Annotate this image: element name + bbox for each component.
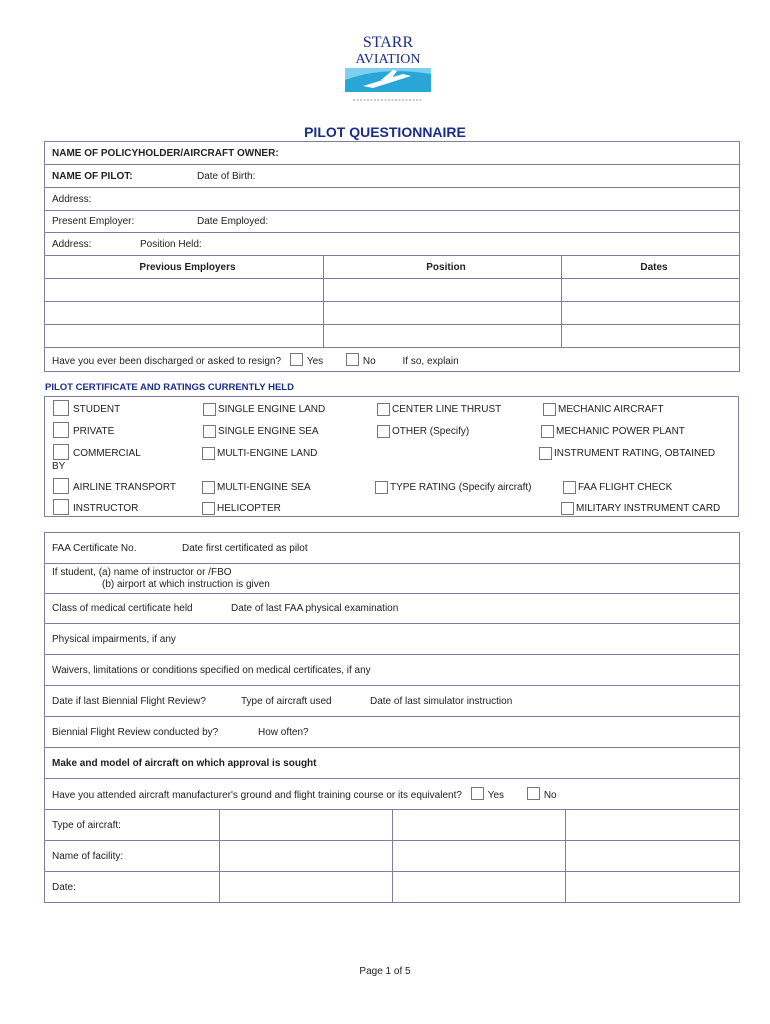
facility-cell[interactable] — [566, 841, 740, 872]
training-yes-checkbox[interactable] — [471, 787, 484, 800]
aircraft-cell[interactable] — [220, 810, 393, 841]
aircraft-used-label: Type of aircraft used — [241, 695, 332, 707]
page-number: Page 1 of 5 — [359, 966, 411, 977]
impairments-label: Physical impairments, if any — [52, 633, 176, 645]
student-airport-label: (b) airport at which instruction is given — [102, 578, 270, 590]
training-no-checkbox[interactable] — [527, 787, 540, 800]
single-engine-sea-checkbox[interactable] — [203, 425, 216, 438]
date-cell[interactable] — [393, 872, 566, 903]
center-line-thrust-checkbox[interactable] — [377, 403, 390, 416]
position-cell[interactable] — [324, 302, 562, 325]
mechanic-aircraft-label: MECHANIC AIRCRAFT — [558, 404, 664, 415]
commercial-label: COMMERCIAL — [73, 448, 141, 459]
discharged-no-checkbox[interactable] — [346, 353, 359, 366]
private-label: PRIVATE — [73, 426, 115, 437]
employer-cell[interactable] — [45, 325, 324, 348]
discharged-no-label: No — [362, 355, 376, 367]
training-yes-label: Yes — [487, 790, 505, 801]
instructor-checkbox[interactable] — [53, 499, 69, 515]
facility-cell[interactable] — [220, 841, 393, 872]
explain-label: If so, explain — [402, 355, 459, 367]
faa-flight-check-checkbox[interactable] — [563, 481, 576, 494]
employer-field[interactable] — [45, 211, 740, 233]
multi-engine-sea-label: MULTI-ENGINE SEA — [217, 482, 311, 493]
other-specify-checkbox[interactable] — [377, 425, 390, 438]
biennial-date-field[interactable] — [45, 686, 740, 717]
biennial-date-label: Date if last Biennial Flight Review? — [52, 695, 206, 707]
type-of-aircraft-label: Type of aircraft: — [45, 810, 220, 841]
medical-field[interactable] — [45, 594, 740, 624]
dob-label: Date of Birth: — [197, 170, 256, 182]
address-field[interactable] — [45, 188, 740, 211]
military-instrument-card-checkbox[interactable] — [561, 502, 574, 515]
faa-cert-label: FAA Certificate No. — [52, 542, 137, 554]
single-engine-sea-label: SINGLE ENGINE SEA — [218, 426, 319, 437]
col-header-employers: Previous Employers — [45, 256, 324, 279]
center-line-thrust-label: CENTER LINE THRUST — [392, 404, 502, 415]
faa-cert-field[interactable] — [45, 533, 740, 564]
waivers-field[interactable] — [45, 655, 740, 686]
address-label: Address: — [52, 193, 92, 205]
dates-cell[interactable] — [562, 302, 740, 325]
airline-transport-checkbox[interactable] — [53, 478, 69, 494]
dates-cell[interactable] — [562, 279, 740, 302]
instrument-rating-checkbox[interactable] — [539, 447, 552, 460]
position-cell[interactable] — [324, 279, 562, 302]
aircraft-cell[interactable] — [566, 810, 740, 841]
employer-row — [45, 302, 740, 325]
ratings-section-label: PILOT CERTIFICATE AND RATINGS CURRENTLY HELD — [45, 382, 294, 393]
training-row — [45, 779, 740, 810]
policyholder-label: NAME OF POLICYHOLDER/AIRCRAFT OWNER: — [52, 147, 279, 159]
facility-label: Name of facility: — [45, 841, 220, 872]
starr-aviation-logo — [343, 30, 433, 105]
aircraft-cell[interactable] — [393, 810, 566, 841]
other-specify-label: OTHER (Specify) — [392, 426, 470, 437]
discharged-row — [45, 348, 740, 372]
address-position-field[interactable] — [45, 233, 740, 256]
type-rating-checkbox[interactable] — [375, 481, 388, 494]
multi-engine-sea-checkbox[interactable] — [202, 481, 215, 494]
student-instructor-label: If student, (a) name of instructor or /FBO — [52, 566, 232, 578]
waivers-label: Waivers, limitations or conditions specified on medical certificates, if any — [52, 664, 371, 676]
student-label: STUDENT — [73, 404, 121, 415]
pilot-name-field[interactable] — [45, 165, 740, 188]
how-often-label: How often? — [258, 726, 309, 738]
position-cell[interactable] — [324, 325, 562, 348]
training-no-label: No — [543, 790, 557, 801]
biennial-by-label: Biennial Flight Review conducted by? — [52, 726, 219, 738]
mechanic-power-plant-checkbox[interactable] — [541, 425, 554, 438]
address2-label: Address: — [52, 238, 92, 250]
logo-text-aviation: AVIATION — [355, 52, 421, 67]
instructor-label: INSTRUCTOR — [73, 503, 139, 514]
student-checkbox[interactable] — [53, 400, 69, 416]
mechanic-power-plant-label: MECHANIC POWER PLANT — [556, 426, 685, 437]
policyholder-field[interactable] — [45, 142, 740, 165]
employer-row — [45, 279, 740, 302]
facility-cell[interactable] — [393, 841, 566, 872]
instrument-rating-label: INSTRUMENT RATING, OBTAINED — [554, 448, 716, 459]
pilot-info-table — [44, 141, 740, 372]
discharged-question: Have you ever been discharged or asked to resign? — [52, 355, 282, 367]
logo-text-starr: STARR — [362, 34, 414, 51]
type-rating-label: TYPE RATING (Specify aircraft) — [390, 482, 532, 493]
student-instruction-field[interactable] — [45, 564, 740, 594]
make-model-field[interactable] — [45, 748, 740, 779]
employer-row — [45, 325, 740, 348]
training-question: Have you attended aircraft manufacturer's ground and flight training course or its equivalent? — [52, 790, 462, 801]
pilot-name-label: NAME OF PILOT: — [52, 170, 133, 182]
date-cell[interactable] — [566, 872, 740, 903]
commercial-checkbox[interactable] — [53, 444, 69, 460]
date-label: Date: — [45, 872, 220, 903]
military-instrument-card-label: MILITARY INSTRUMENT CARD — [576, 503, 721, 514]
by-label: BY — [52, 461, 66, 472]
mechanic-aircraft-checkbox[interactable] — [543, 403, 556, 416]
col-header-position: Position — [324, 256, 562, 279]
medical-class-label: Class of medical certificate held — [52, 603, 193, 614]
first-certified-label: Date first certificated as pilot — [182, 542, 308, 554]
employer-label: Present Employer: — [52, 216, 135, 227]
date-employed-label: Date Employed: — [197, 216, 269, 227]
biennial-by-field[interactable] — [45, 717, 740, 748]
col-header-dates: Dates — [562, 256, 740, 279]
private-checkbox[interactable] — [53, 422, 69, 438]
airline-transport-label: AIRLINE TRANSPORT — [73, 482, 176, 493]
faa-flight-check-label: FAA FLIGHT CHECK — [578, 482, 673, 493]
employer-cell[interactable] — [45, 279, 324, 302]
employer-cell[interactable] — [45, 302, 324, 325]
single-engine-land-label: SINGLE ENGINE LAND — [218, 404, 326, 415]
discharged-yes-checkbox[interactable] — [290, 353, 303, 366]
last-physical-label: Date of last FAA physical examination — [231, 603, 399, 614]
page-title: PILOT QUESTIONNAIRE — [304, 124, 466, 140]
multi-engine-land-checkbox[interactable] — [202, 447, 215, 460]
make-model-label: Make and model of aircraft on which approval is sought — [52, 757, 317, 769]
helicopter-label: HELICOPTER — [217, 503, 281, 514]
simulator-label: Date of last simulator instruction — [370, 695, 513, 707]
discharged-yes-label: Yes — [306, 355, 324, 367]
date-cell[interactable] — [220, 872, 393, 903]
impairments-field[interactable] — [45, 624, 740, 655]
position-held-label: Position Held: — [140, 238, 202, 250]
pilot-details-table — [44, 532, 740, 903]
dates-cell[interactable] — [562, 325, 740, 348]
multi-engine-land-label: MULTI-ENGINE LAND — [217, 448, 318, 459]
helicopter-checkbox[interactable] — [202, 502, 215, 515]
single-engine-land-checkbox[interactable] — [203, 403, 216, 416]
